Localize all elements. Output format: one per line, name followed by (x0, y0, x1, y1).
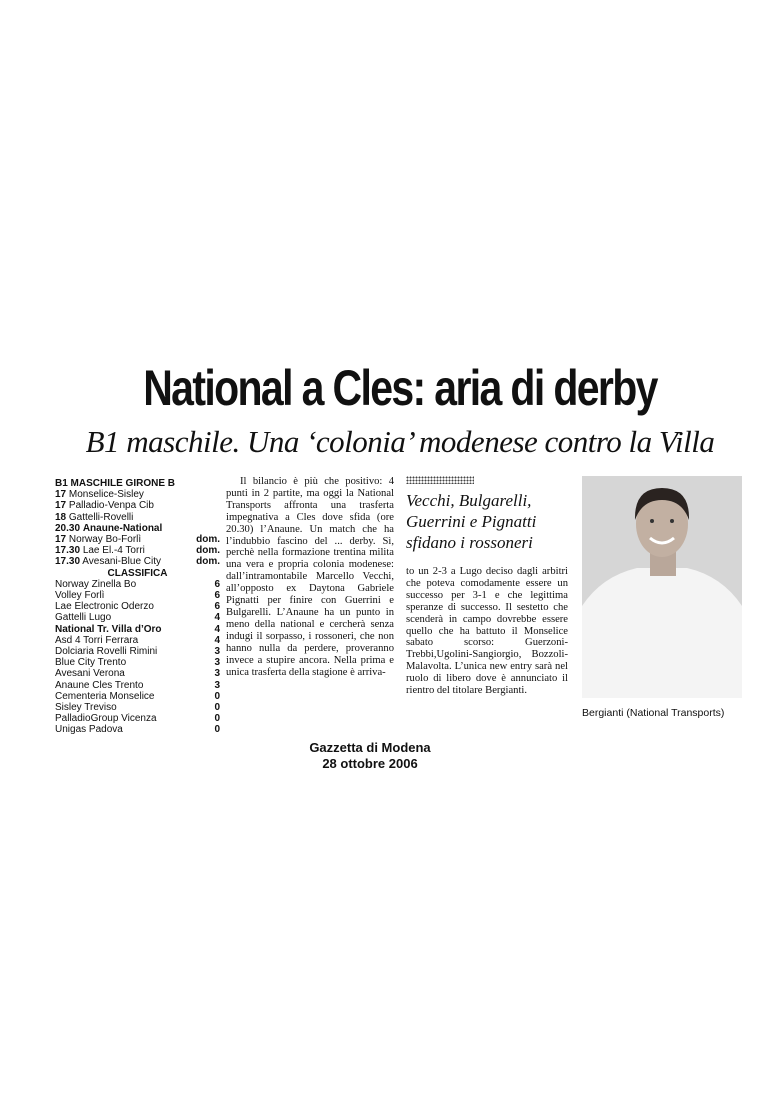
ranking-team: Cementeria Monselice (55, 690, 155, 702)
match-teams: Lae El.-4 Torri (82, 545, 145, 557)
ranking-points: 6 (214, 578, 220, 590)
match-day: dom. (196, 556, 220, 568)
ranking-points: 6 (214, 601, 220, 613)
match-time: 17.30 (55, 545, 81, 557)
standings-title: B1 MASCHILE GIRONE B (55, 478, 176, 489)
ranking-row (55, 612, 220, 623)
ranking-team: Volley Forlì (55, 590, 105, 602)
kicker: Vecchi, Bulgarelli, Guerrini e Pignatti sfidano i rossoneri (406, 491, 537, 552)
match-time: 17 (55, 500, 67, 512)
ranking-row (55, 691, 220, 702)
ranking-points: 3 (214, 668, 220, 680)
ranking-points: 3 (214, 679, 220, 691)
match-row (55, 545, 220, 556)
ranking-row (55, 579, 220, 590)
ranking-team: Avesani Verona (55, 668, 125, 680)
ranking-team: Blue City Trento (55, 657, 127, 669)
ranking-points: 3 (214, 657, 220, 669)
publication-date: 28 ottobre 2006 (322, 756, 418, 771)
match-row (55, 556, 220, 567)
match-time: 17 (55, 489, 67, 501)
match-teams: Monselice-Sisley (68, 489, 144, 501)
ranking-points: 4 (214, 612, 220, 624)
photo-caption: Bergianti (National Transports) (582, 707, 725, 719)
ranking-team: Dolciaria Rovelli Rimini (55, 646, 158, 658)
ranking-team: Lae Electronic Oderzo (55, 601, 154, 613)
match-time: 18 (55, 511, 67, 523)
ranking-list (55, 579, 220, 736)
ranking-team: Sisley Treviso (55, 702, 117, 714)
ranking-row (55, 624, 220, 635)
standings-table (55, 478, 220, 736)
article-column-2 (406, 566, 568, 697)
subheadline: B1 maschile. Una ‘colonia’ modenese contro la Villa (85, 424, 715, 459)
ranking-row (55, 657, 220, 668)
match-teams: Gattelli-Rovelli (68, 511, 134, 523)
match-row (55, 500, 220, 511)
ranking-row (55, 601, 220, 612)
player-photo (582, 476, 742, 698)
ranking-row (55, 724, 220, 735)
match-row (55, 534, 220, 545)
ranking-row (55, 668, 220, 679)
match-teams: Norway Bo-Forlì (68, 534, 142, 546)
match-row (55, 512, 220, 523)
ranking-points: 3 (214, 646, 220, 658)
ranking-title: CLASSIFICA (107, 567, 168, 579)
article-text-2: to un 2-3 a Lugo deciso dagli arbitri che poteva comodamente essere un successo per 3-1 e che legittima speranze di successo. Il sestetto che scenderà in campo dovrebbe essere quello che ha battuto il Monselice sabato scorso: Guerzoni-Trebbi,Ugolini-Sangiorgio, Bozzoli-Malavolta. L’unica new entry sarà nel ruolo di libero dove è annunciato il rientro del titolare Bergianti. (406, 566, 568, 697)
kicker-dot-pattern (406, 476, 474, 484)
ranking-points: 4 (214, 634, 220, 646)
ranking-team: Unigas Padova (55, 724, 123, 736)
ranking-row (55, 590, 220, 601)
match-row (55, 489, 220, 500)
match-list (55, 489, 220, 567)
ranking-team: Norway Zinella Bo (55, 578, 137, 590)
ranking-row (55, 646, 220, 657)
ranking-team: Asd 4 Torri Ferrara (55, 634, 139, 646)
ranking-points: 4 (214, 623, 220, 635)
newspaper-name: Gazzetta di Modena (309, 740, 431, 755)
ranking-row (55, 713, 220, 724)
match-time: 17 (55, 534, 67, 546)
match-time: 20.30 (55, 522, 81, 534)
article-text-1: Il bilancio è più che positivo: 4 punti in 2 partite, ma oggi la National Transports affronta una trasferta impegnativa a Cles dove sfida (ore 20.30) l’Anaune. Un match che ha l’indubbio fascino del ... derby. Sì, perchè nella formazione trentina milita una vera e propria colonia modenese: dall’intramontabile Marcello Vecchi, all’opposto ex Daytona Gabriele Pignatti per finire con Guerrini e Bulgarelli. L’Anaune ha un punto in meno della national e cercherà senza indugi il sorpasso, i rossoneri, che non hanno nulla da perdere, proveranno invece a stupire ancora. Nella prima e unica trasferta della stagione è arriva- (226, 476, 394, 678)
match-teams: Palladio-Venpa Cib (68, 500, 154, 512)
match-row (55, 523, 220, 534)
ranking-row (55, 680, 220, 691)
ranking-team: National Tr. Villa d’Oro (55, 623, 162, 635)
match-time: 17.30 (55, 556, 81, 568)
match-teams: Anaune-National (82, 522, 163, 534)
ranking-row (55, 635, 220, 646)
ranking-team: PalladioGroup Vicenza (55, 713, 157, 725)
article-column-1 (226, 476, 394, 678)
headline: National a Cles: aria di derby (143, 360, 657, 416)
ranking-points: 0 (214, 702, 220, 714)
player-portrait-icon (582, 476, 742, 698)
match-teams: Avesani-Blue City (82, 556, 162, 568)
ranking-team: Gattelli Lugo (55, 612, 112, 624)
ranking-points: 6 (214, 590, 220, 602)
ranking-team: Anaune Cles Trento (55, 679, 144, 691)
ranking-points: 0 (214, 690, 220, 702)
ranking-row (55, 702, 220, 713)
ranking-points: 0 (214, 724, 220, 736)
match-day: dom. (196, 545, 220, 557)
match-day: dom. (196, 534, 220, 546)
ranking-points: 0 (214, 713, 220, 725)
source (260, 740, 480, 772)
